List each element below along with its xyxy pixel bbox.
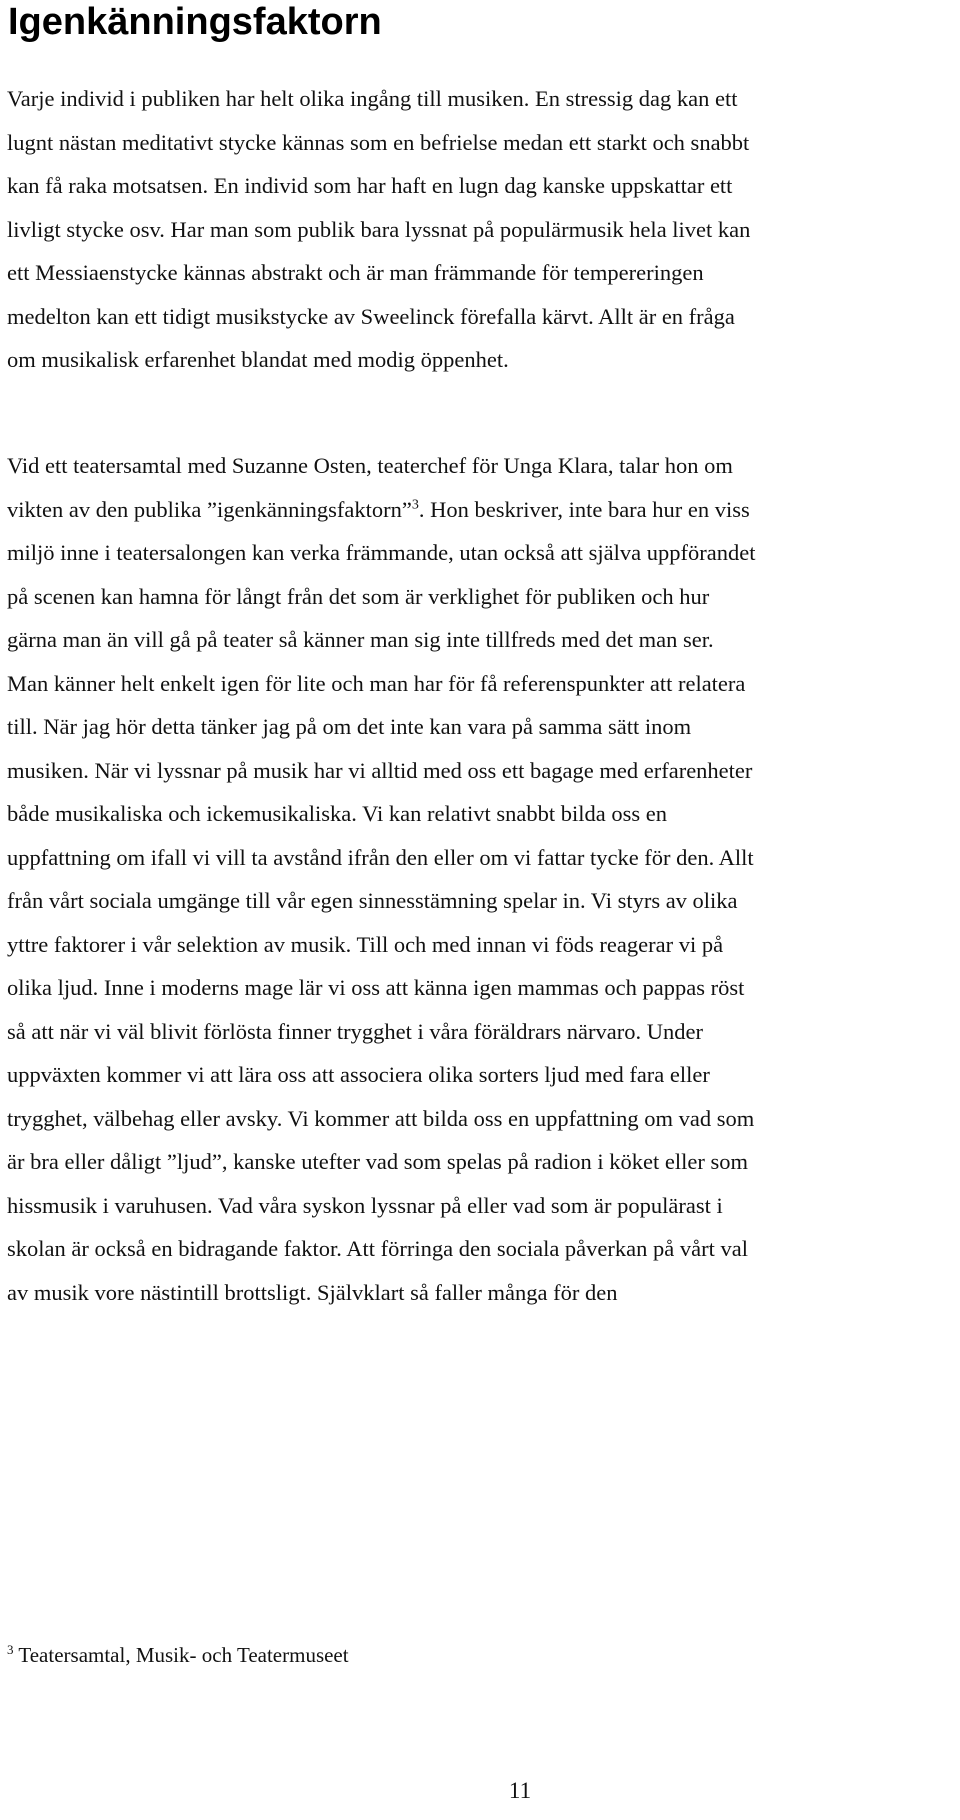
paragraph-line: miljö inne i teatersalongen kan verka främmande, utan också att själva uppförandet [7, 540, 756, 565]
footnote-text: Teatersamtal, Musik- och Teatermuseet [13, 1643, 349, 1667]
paragraph-line: av musik vore nästintill brottsligt. Självklart så faller många för den [7, 1279, 618, 1305]
page-number: 11 [508, 1778, 532, 1803]
paragraph-line: yttre faktorer i vår selektion av musik. Till och med innan vi föds reagerar vi på [7, 931, 724, 957]
line-text-after-ref: . Hon beskriver, inte bara hur en viss [418, 496, 750, 522]
paragraph-line: är bra eller dåligt ”ljud”, kanske utefter vad som spelas på radion i köket eller som [7, 1149, 748, 1174]
line-text-before-ref: vikten av den publika ”igenkänningsfaktorn” [7, 496, 412, 522]
paragraph-line: trygghet, välbehag eller avsky. Vi kommer att bilda oss en uppfattning om vad som [7, 1105, 755, 1131]
paragraph-line: uppväxten kommer vi att lära oss att associera olika sorters ljud med fara eller [7, 1062, 710, 1087]
paragraph-1 [7, 77, 951, 382]
section-heading: Igenkänningsfaktorn [8, 1, 382, 43]
paragraph-line: om musikalisk erfarenhet blandat med modig öppenhet. [7, 347, 509, 372]
paragraph-line-with-footnote [7, 488, 951, 532]
paragraph-line: Man känner helt enkelt igen för lite och man har för få referenspunkter att relatera [7, 670, 746, 696]
paragraph-line: uppfattning om ifall vi vill ta avstånd ifrån den eller om vi fattar tycke för den. Allt [7, 844, 754, 870]
paragraph-line: medelton kan ett tidigt musikstycke av Sweelinck förefalla kärvt. Allt är en fråga [7, 303, 735, 329]
paragraph-line: gärna man än vill gå på teater så känner man sig inte tillfreds med det man ser. [7, 627, 714, 652]
paragraph-line: så att när vi väl blivit förlösta finner trygghet i våra föräldrars närvaro. Under [7, 1018, 703, 1044]
paragraph-line: från vårt sociala umgänge till vår egen sinnesstämning spelar in. Vi styrs av olika [7, 888, 738, 913]
paragraph-line: både musikaliska och ickemusikaliska. Vi kan relativt snabbt bilda oss en [7, 801, 667, 826]
paragraph-line: livligt stycke osv. Har man som publik bara lyssnat på populärmusik hela livet kan [7, 216, 751, 242]
paragraph-line: hissmusik i varuhusen. Vad våra syskon lyssnar på eller vad som är populärast i [7, 1192, 723, 1218]
paragraph-line: olika ljud. Inne i moderns mage lär vi oss att känna igen mammas och pappas röst [7, 975, 745, 1000]
paragraph-line: musiken. När vi lyssnar på musik har vi alltid med oss ett bagage med erfarenheter [7, 757, 753, 783]
paragraph-line: ett Messiaenstycke kännas abstrakt och är man främmande för tempereringen [7, 260, 704, 285]
paragraph-line: till. När jag hör detta tänker jag på om det inte kan vara på samma sätt inom [7, 714, 692, 739]
paragraph-line: skolan är också en bidragande faktor. Att förringa den sociala påverkan på vårt val [7, 1236, 748, 1261]
paragraph-line: Vid ett teatersamtal med Suzanne Osten, teaterchef för Unga Klara, talar hon om [7, 453, 733, 478]
paragraph-line: lugnt nästan meditativt stycke kännas som en befrielse medan ett starkt och snabbt [7, 129, 750, 155]
footnote [7, 1640, 349, 1670]
footnote-reference[interactable]: 3 [411, 497, 419, 512]
footnote-number: 3 [7, 1642, 14, 1657]
paragraph-line: Varje individ i publiken har helt olika ingång till musiken. En stressig dag kan ett [7, 86, 738, 111]
paragraph-2 [7, 444, 951, 1314]
paragraph-line: kan få raka motsatsen. En individ som har haft en lugn dag kanske uppskattar ett [7, 173, 733, 198]
paragraph-line: på scenen kan hamna för långt från det som är verklighet för publiken och hur [7, 583, 710, 609]
